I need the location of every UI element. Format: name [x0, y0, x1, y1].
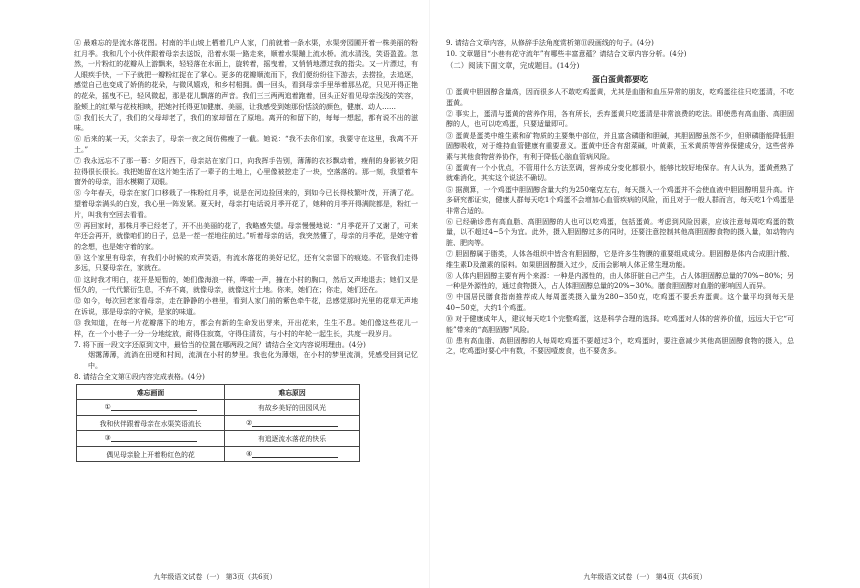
left-paragraph: ⑨ 再回家时，那株月季已经老了，开不出美丽的花了，我略感失望。母亲慢慢地说：“月季花开了又谢了，可来年还会再开，就像咱们的日子，总是一茬一茬地往前过。”听着母亲的话，我突然懂了，母亲的月季花，是她守着的念想，也是她守着的家。 [74, 221, 418, 251]
right-paragraph: ⑤ 据测算，一个鸡蛋中胆固醇含量大约为250毫克左右，每天摄入一个鸡蛋并不会使血液中胆固醇明显升高。许多研究都证实，健康人群每天吃1个鸡蛋不会增加心血管疾病的风险，而且对于一般人群而言，每天吃1个鸡蛋是非常合适的。 [446, 185, 794, 215]
answer-blank[interactable]: ① [77, 400, 225, 416]
table-header: 难忘原因 [225, 384, 360, 400]
left-paragraph: ⑫ 如今，每次回老家看母亲，走在静静的小巷里，看到人家门前的紫色牵牛花，总感觉那时光里的花草无声地在诉说，那是母亲的守候，是家的味道。 [74, 297, 418, 316]
right-paragraph: ⑧ 人体内胆固醇主要有两个来源：一种是内源性的，由人体肝脏自己产生，占人体胆固醇总量的70%~80%；另一种是外源性的，通过食物摄入，占人体胆固醇总量的20%~30%。膳食胆固醇对血脂的影响因人而异。 [446, 271, 794, 291]
table-header: 难忘画面 [77, 384, 225, 400]
left-paragraph: ⑤ 我们长大了，我们的父母却老了，我们的家却留在了原地。离开的和留下的，每每一想起，都有说不出的滋味。 [74, 113, 418, 133]
table-row [77, 431, 360, 447]
left-paragraph: ⑩ 这个家里有母亲，有我们小时候的欢声笑语，有流水落花的美好记忆，还有父亲留下的痕迹。不管我们走得多远，只要母亲在，家就在。 [74, 253, 418, 273]
left-paragraph: ⑬ 我知道，在每一片花瓣落下的地方，都会有新的生命发出芽来，开出花来，生生不息。她们像这些花儿一样，在一个小巷子一分一分地绽放，耐得住寂寞，守得住清贫，与小村的年轮一起生长，共度一段岁月。 [74, 318, 418, 338]
question-7-quote: 烟霭薄薄，流淌在田埂和村间，流淌在小村的梦里。我也化为薄烟，在小村的梦里流淌，凭感受回到记忆中。 [88, 351, 418, 370]
right-paragraph: ⑩ 对于健康成年人，建议每天吃1个完整鸡蛋，这是科学合理的选择。吃鸡蛋对人体的营养价值，远远大于它“可能”带来的“高胆固醇”风险。 [446, 315, 794, 334]
right-paragraph: ⑥ 已经确诊患有高血脂、高胆固醇的人也可以吃鸡蛋，包括蛋黄。考虑到风险因素，应该注意每周吃鸡蛋的数量，以不超过4~5个为宜。此外，摄入胆固醇过多的同时，还要注意控制其他高胆固醇食物的摄入量，如动物内脏、肥肉等。 [446, 217, 794, 247]
question-8-table [76, 384, 360, 463]
answer-blank[interactable]: ④ [225, 446, 360, 462]
right-paragraph: ⑦ 胆固醇属于脂类，人体各组织中皆含有胆固醇，它是许多生物膜的重要组成成分。胆固醇是体内合成胆汁酸、维生素D及激素的原料。如果胆固醇摄入过少，反而会影响人体正常生理功能。 [446, 250, 794, 269]
right-paragraph: ⑨ 中国居民膳食指南推荐成人每周蛋类摄入量为280~350克，吃鸡蛋不要丢弃蛋黄。这个量平均到每天是40~50克，大约1个鸡蛋。 [446, 293, 794, 313]
right-paragraph: ② 事实上，蛋清与蛋黄的营养作用，各有所长，丢弃蛋黄只吃蛋清是非常浪费的吃法。即使患有高血脂、高胆固醇的人，也可以吃鸡蛋，只要适量即可。 [446, 109, 794, 129]
question-9: 9. 请结合文章内容，从修辞手法角度赏析第⑪段画线的句子。(4分) [446, 39, 654, 47]
table-cell: 偶见母亲脸上开着粉红色的花 [77, 446, 225, 462]
question-7: 7. 将下面一段文字还原到文中，最恰当的位置在哪两段之间？请结合全文内容说明理由。(4分) [74, 340, 366, 349]
right-paragraph: ⑪ 患有高血脂、高胆固醇的人每周吃鸡蛋不要超过3个，吃鸡蛋时，要注意减少其他高胆固醇食物的摄入，总之，吃鸡蛋时要心中有数，不要因噎废食，也不要贪多。 [446, 336, 794, 356]
left-paragraph: ⑧ 今年春天，母亲在家门口移栽了一株粉红月季，说是在河边捡回来的，到如今已长得枝繁叶茂，开满了花。望着母亲满头的白发，我心里一阵发紧。夏天时，母亲打电话说月季开花了，她种的月季开得满院都是，粉红一片，叫我有空回去看看。 [74, 189, 418, 219]
table-cell: 我和伙伴跟着母亲在水渠笑语流长 [77, 415, 225, 431]
article-title: 蛋白蛋黄都要吃 [592, 74, 648, 85]
answer-blank[interactable]: ② [225, 415, 360, 431]
right-paragraph: ④ 蛋黄有一个小优点，不管用什么方法烹调，营养成分变化都很小，能够比较好地保存。有人认为，蛋黄煮熟了就难消化，其实这个说法不确切。 [446, 163, 794, 183]
section-heading: （二）阅读下面文章，完成题目。(14分) [446, 61, 580, 71]
table-row [77, 400, 360, 416]
page-footer: 九年级语文试卷（一） 第3页（共6页） [153, 573, 277, 581]
question-10: 10. 文章题目“小巷有花守流年”有哪些丰富意蕴？请结合文章内容分析。(4分) [446, 49, 687, 58]
right-paragraph: ③ 蛋黄是蛋类中维生素和矿物质的主要集中部位，并且富含磷脂和胆碱，其胆固醇虽然不少，但卵磷脂能降低胆固醇吸收，对于维持血管健康有重要意义。蛋黄中还含有甜菜碱，叶黄素，玉米黄质等营养保健成分，这些营养素与其他食物营养协作，有利于降低心脑血管病风险。 [446, 131, 794, 161]
table-row [77, 415, 360, 431]
table-row [77, 446, 360, 462]
table-cell: 有故乡美好的田园风光 [225, 400, 360, 416]
left-paragraph: ⑦ 我永远忘不了那一幕：夕阳西下，母亲站在家门口，向我挥手告别，薄薄的衣衫飘动着，瘦削的身影被夕阳拉得很长很长。我把她留在这片她生活了一辈子的土地上，心里像被挖走了一块，空落落的。那一刻，我望着车窗外的母亲，泪水模糊了双眼。 [74, 157, 418, 187]
left-paragraph: ④ 最难忘的是流水落花图。村南的半山坡上栖着几户人家，门前就着一条水渠，水渠旁园圃开着一株美丽的粉红月季。我和几个小伙伴跟着母亲去送饭，沿着水渠一路走来，顺着水渠蹦上流水桥。流水清浅，笑语盈盈。忽然，一片粉红的花瓣从上游飘来，轻轻落在水面上，旋转着，摇曳着，又悄悄地漂过我的指尖。又一片漂过，有人眼疾手快，一下子就把一瓣粉红捉在了掌心。更多的花瓣顺流而下，我们便纷纷往下游去，去捞捡，去追逐，感觉自己也变成了娇俏的花朵，与微风嬉戏，和乡村相拥。偶一回头，看到母亲手里举着那丛花，只见开得正艳的花朵，摇曳不已，轻风微起，那是花儿飘落的声音。我们三三两两追着跑着，回头正好看见母亲浅浅的笑容，脸颊上的红晕与花枝相映，把她衬托得更加健康、美丽，让我感受到她那份恬淡的颜色，健康、动人…… [74, 39, 418, 111]
left-paragraph: ⑥ 后来的某一天，父亲去了，母亲一夜之间仿佛瘦了一截。她说：“我不去你们家，我要守在这里，我离不开土。” [74, 135, 418, 154]
question-8: 8. 请结合全文第④段内容完成表格。(4分) [74, 372, 205, 381]
table-cell: 有追逐流水落花的快乐 [225, 431, 360, 447]
right-page [430, 0, 860, 588]
right-paragraph: ① 蛋黄中胆固醇含量高，因而很多人不敢吃鸡蛋黄，尤其是血脂和血压异常的朋友，吃鸡蛋往往只吃蛋清，不吃蛋黄。 [446, 88, 794, 107]
left-paragraph: ⑪ 这时我才明白，花开是短暂的，她们像海浪一样，哗啦一声，撞在小村的胸口，然后又声地退去；她们又是恒久的，一代代繁衍生息，不弃不离，就像母亲，就像这片土地。你来，她们在；你走，她们还在。 [74, 275, 418, 295]
page-footer: 九年级语文试卷（一） 第4页（共6页） [583, 573, 707, 581]
answer-blank[interactable]: ③ [77, 431, 225, 447]
